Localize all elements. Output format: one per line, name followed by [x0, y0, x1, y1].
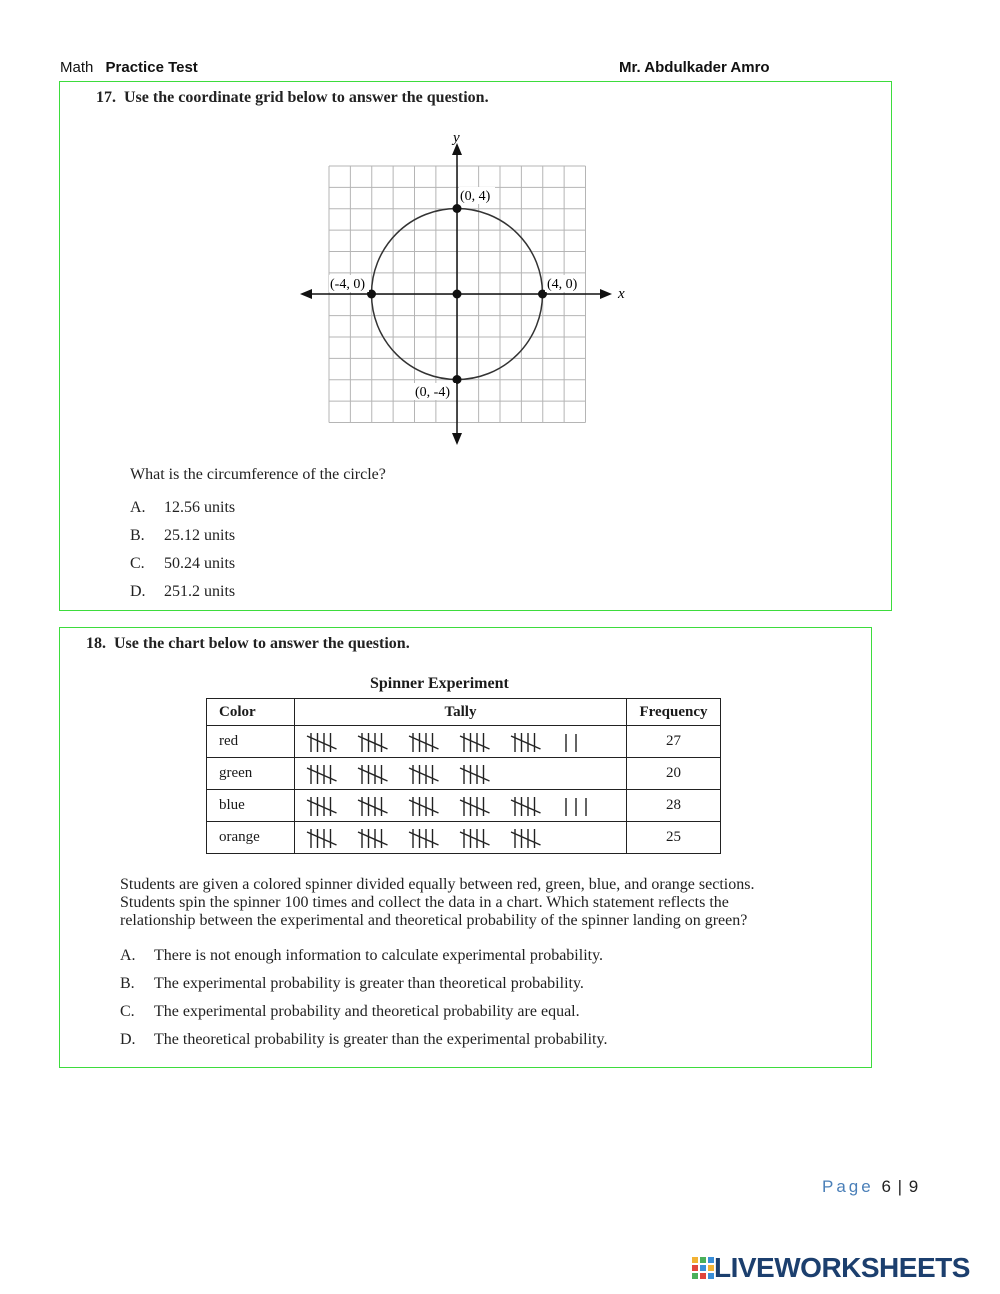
cell-tally: [295, 790, 627, 822]
choice-letter: D.: [120, 1031, 136, 1048]
question-instruction: Use the coordinate grid below to answer the question.: [124, 89, 489, 106]
question-instruction: Use the chart below to answer the question.: [114, 635, 410, 652]
choice-letter: A.: [130, 499, 146, 516]
coordinate-grid: [300, 127, 640, 452]
choice-letter: C.: [130, 555, 145, 572]
page-number: [822, 1177, 919, 1197]
choice-text: 25.12 units: [164, 527, 236, 544]
prompt-line: Students are given a colored spinner divided equally between red, green, blue, and orange sections.: [120, 876, 755, 893]
center-point: [453, 290, 462, 299]
question-18-choices: [120, 947, 607, 1059]
prompt-line: Students spin the spinner 100 times and collect the data in a chart. Which statement reflects the: [120, 894, 729, 911]
label-left: (-4, 0): [330, 277, 365, 292]
prompt-line: relationship between the experimental and theoretical probability of the spinner landing on green?: [120, 912, 748, 929]
teacher-name: Mr. Abdulkader Amro: [619, 59, 770, 76]
header-color: Color: [207, 699, 295, 726]
y-axis-bottom-arrow: [452, 433, 462, 445]
choice-letter: C.: [120, 1003, 135, 1020]
point-top: [453, 204, 462, 213]
question-18-prompt: [120, 876, 754, 930]
cell-frequency: 25: [627, 822, 721, 854]
question-17-choices: [130, 499, 235, 611]
page-count: 6 | 9: [881, 1177, 920, 1196]
x-axis-label: x: [618, 286, 625, 302]
page-label: Page: [822, 1177, 874, 1196]
question-17-box: [59, 81, 892, 611]
liveworksheets-logo: [692, 1252, 970, 1284]
cell-color: blue: [207, 790, 295, 822]
label-top: (0, 4): [460, 189, 491, 204]
choice-d[interactable]: [120, 1031, 607, 1059]
x-axis-left-arrow: [300, 289, 312, 299]
choice-text: 12.56 units: [164, 499, 236, 516]
subject-label: Math: [60, 59, 94, 76]
cell-color: red: [207, 726, 295, 758]
table-header-row: [207, 699, 721, 726]
header-left: [60, 59, 198, 76]
cell-tally: [295, 726, 627, 758]
cell-color: green: [207, 758, 295, 790]
header-frequency: Frequency: [627, 699, 721, 726]
x-axis-right-arrow: [600, 289, 612, 299]
choice-c[interactable]: [130, 555, 235, 583]
table-row: [207, 726, 721, 758]
choice-text: The experimental probability is greater than theoretical probability.: [154, 975, 584, 992]
question-18-title: [86, 635, 410, 653]
cell-frequency: 20: [627, 758, 721, 790]
choice-letter: B.: [130, 527, 145, 544]
choice-text: The experimental probability and theoretical probability are equal.: [154, 1003, 580, 1020]
header-tally: Tally: [295, 699, 627, 726]
cell-tally: [295, 758, 627, 790]
choice-b[interactable]: [130, 527, 235, 555]
brand-name: LIVEWORKSHEETS: [714, 1252, 970, 1283]
question-18-box: [59, 627, 872, 1068]
spinner-table: [206, 698, 721, 854]
choice-text: 251.2 units: [164, 583, 236, 600]
choice-a[interactable]: [120, 947, 607, 975]
choice-letter: B.: [120, 975, 135, 992]
table-row: [207, 790, 721, 822]
tally-marks: [305, 825, 625, 851]
label-right: (4, 0): [547, 277, 578, 292]
question-17-prompt: What is the circumference of the circle?: [130, 466, 386, 483]
table-title: Spinner Experiment: [370, 675, 509, 692]
cell-tally: [295, 822, 627, 854]
question-number: 18.: [86, 635, 106, 652]
question-number: 17.: [96, 89, 116, 106]
table-row: [207, 758, 721, 790]
table-row: [207, 822, 721, 854]
question-17-title: [96, 89, 489, 107]
cell-frequency: 27: [627, 726, 721, 758]
y-axis-label: y: [453, 130, 460, 146]
cell-color: orange: [207, 822, 295, 854]
choice-letter: A.: [120, 947, 136, 964]
choice-b[interactable]: [120, 975, 607, 1003]
choice-text: There is not enough information to calculate experimental probability.: [154, 947, 604, 964]
logo-blocks-icon: [692, 1257, 714, 1279]
test-title: Practice Test: [105, 59, 198, 76]
choice-c[interactable]: [120, 1003, 607, 1031]
tally-marks: [305, 761, 625, 787]
choice-text: 50.24 units: [164, 555, 236, 572]
point-bottom: [453, 375, 462, 384]
choice-text: The theoretical probability is greater than the experimental probability.: [154, 1031, 608, 1048]
choice-d[interactable]: [130, 583, 235, 611]
tally-marks: [305, 729, 625, 755]
cell-frequency: 28: [627, 790, 721, 822]
choice-a[interactable]: [130, 499, 235, 527]
choice-letter: D.: [130, 583, 146, 600]
tally-marks: [305, 793, 625, 819]
label-bottom: (0, -4): [415, 385, 450, 400]
